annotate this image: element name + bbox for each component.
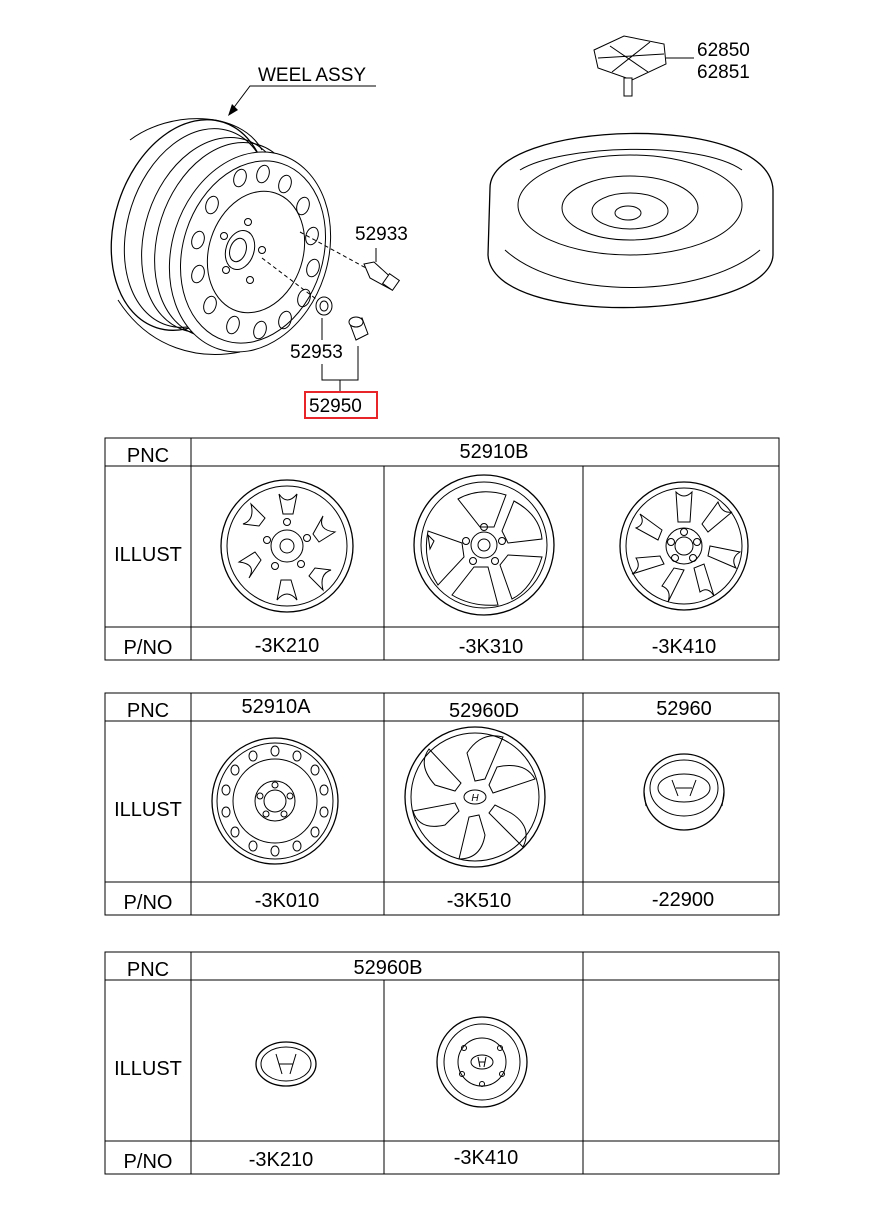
table3-illust-label: ILLUST	[114, 1058, 182, 1080]
table2-pno-3: -22900	[651, 889, 715, 911]
table2-pno-label: P/NO	[123, 892, 173, 914]
label-52950[interactable]: 52950	[309, 396, 362, 417]
table3-pnc-1: 52960B	[353, 957, 423, 979]
alloy-wheel-5-spoke-illust	[414, 475, 554, 615]
weel-assy-leader	[232, 86, 376, 110]
label-62850: 62850	[697, 40, 750, 61]
leader-arrowhead	[228, 104, 238, 116]
label-52933: 52933	[355, 224, 408, 245]
table1-pno-label: P/NO	[123, 637, 173, 659]
table2-illust-label: ILLUST	[114, 799, 182, 821]
label-62851: 62851	[697, 62, 750, 83]
table1-pnc-label: PNC	[126, 445, 170, 467]
table3-pnc-label: PNC	[126, 959, 170, 981]
table2-pnc-label: PNC	[126, 700, 170, 722]
label-52953: 52953	[290, 342, 343, 363]
alloy-wheel-7-spoke-illust	[620, 482, 748, 610]
table1-pno-1: -3K210	[254, 635, 320, 657]
center-cap-illust	[644, 754, 724, 830]
hub-emblem-illust	[256, 1042, 316, 1086]
table3-pno-2: -3K410	[453, 1147, 519, 1169]
parts-table-3	[105, 952, 779, 1174]
label-weel-assy: WEEL ASSY	[258, 65, 367, 86]
table1-pnc-52910b: 52910B	[459, 441, 529, 463]
alloy-wheel-6-spoke-illust	[221, 480, 353, 612]
table2-pnc-3: 52960	[656, 698, 712, 720]
table2-pno-1: -3K010	[254, 890, 320, 912]
table3-pno-1: -3K210	[248, 1149, 314, 1171]
table2-pnc-1: 52910A	[241, 696, 311, 718]
parts-table-2	[105, 693, 779, 915]
spare-tire-holder-drawing	[594, 36, 666, 96]
table1-pno-3: -3K410	[651, 636, 717, 658]
steel-wheel-drawing	[85, 99, 355, 373]
table3-pno-label: P/NO	[123, 1151, 173, 1173]
parts-table-1	[105, 438, 779, 660]
table2-pnc-2: 52960D	[448, 700, 520, 722]
table2-pno-2: -3K510	[446, 890, 512, 912]
table1-pno-2: -3K310	[458, 636, 524, 658]
cover-logo-mark: H	[471, 793, 479, 804]
spare-tire-drawing	[488, 133, 773, 307]
wheel-cover-illust	[405, 727, 545, 867]
steel-wheel-illust	[212, 738, 338, 864]
center-cap-steel-illust	[437, 1017, 527, 1107]
table1-illust-label: ILLUST	[114, 544, 182, 566]
